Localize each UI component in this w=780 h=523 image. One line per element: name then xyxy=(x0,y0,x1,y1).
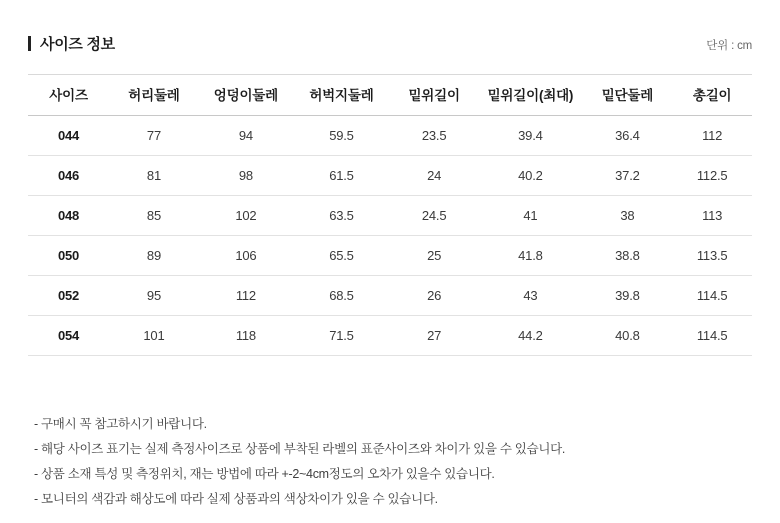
cell-thigh: 63.5 xyxy=(293,196,390,236)
column-header-hem: 밑단둘레 xyxy=(583,75,673,116)
column-header-rise: 밑위길이 xyxy=(390,75,478,116)
column-header-waist: 허리둘레 xyxy=(109,75,199,116)
cell-length: 113.5 xyxy=(672,236,752,276)
table-row xyxy=(28,196,752,236)
cell-size: 048 xyxy=(28,196,109,236)
cell-thigh: 59.5 xyxy=(293,116,390,156)
cell-hem: 38 xyxy=(583,196,673,236)
table-row xyxy=(28,316,752,356)
table-row xyxy=(28,156,752,196)
notice-item: - 모니터의 색감과 해상도에 따라 실제 상품과의 색상차이가 있을 수 있습니다. xyxy=(34,492,438,506)
cell-hem: 36.4 xyxy=(583,116,673,156)
cell-waist: 89 xyxy=(109,236,199,276)
cell-rise: 26 xyxy=(390,276,478,316)
cell-thigh: 61.5 xyxy=(293,156,390,196)
cell-thigh: 65.5 xyxy=(293,236,390,276)
title-accent-bar xyxy=(28,36,31,51)
table-row xyxy=(28,276,752,316)
cell-rise-max: 43 xyxy=(478,276,582,316)
cell-length: 114.5 xyxy=(672,316,752,356)
cell-size: 052 xyxy=(28,276,109,316)
cell-hip: 98 xyxy=(199,156,293,196)
cell-hip: 106 xyxy=(199,236,293,276)
cell-size: 054 xyxy=(28,316,109,356)
table-header-row xyxy=(28,75,752,116)
cell-hem: 37.2 xyxy=(583,156,673,196)
cell-rise: 24.5 xyxy=(390,196,478,236)
cell-rise: 23.5 xyxy=(390,116,478,156)
cell-waist: 81 xyxy=(109,156,199,196)
cell-hem: 40.8 xyxy=(583,316,673,356)
cell-waist: 101 xyxy=(109,316,199,356)
cell-hem: 39.8 xyxy=(583,276,673,316)
column-header-hip: 엉덩이둘레 xyxy=(199,75,293,116)
cell-waist: 85 xyxy=(109,196,199,236)
table-row xyxy=(28,116,752,156)
notice-item: - 상품 소재 특성 및 측정위치, 재는 방법에 따라 +-2~4cm정도의 오차가 있을수 있습니다. xyxy=(34,467,495,481)
size-table xyxy=(28,74,752,356)
column-header-rise-max: 밑위길이(최대) xyxy=(478,75,582,116)
page-title-text: 사이즈 정보 xyxy=(40,36,115,53)
cell-length: 112.5 xyxy=(672,156,752,196)
notice-item: - 구매시 꼭 참고하시기 바랍니다. xyxy=(34,417,207,431)
unit-label: 단위 : cm xyxy=(706,40,752,52)
cell-rise: 27 xyxy=(390,316,478,356)
column-header-thigh: 허벅지둘레 xyxy=(293,75,390,116)
cell-hip: 118 xyxy=(199,316,293,356)
cell-rise-max: 39.4 xyxy=(478,116,582,156)
cell-size: 044 xyxy=(28,116,109,156)
cell-hip: 112 xyxy=(199,276,293,316)
page-header xyxy=(28,0,752,60)
page-title xyxy=(28,33,115,54)
cell-hem: 38.8 xyxy=(583,236,673,276)
cell-size: 050 xyxy=(28,236,109,276)
cell-hip: 94 xyxy=(199,116,293,156)
column-header-length: 총길이 xyxy=(672,75,752,116)
notice-item: - 해당 사이즈 표기는 실제 측정사이즈로 상품에 부착된 라벨의 표준사이즈와 차이가 있을 수 있습니다. xyxy=(34,442,566,456)
table-row xyxy=(28,236,752,276)
cell-thigh: 68.5 xyxy=(293,276,390,316)
table-header xyxy=(28,75,752,116)
cell-length: 112 xyxy=(672,116,752,156)
column-header-size: 사이즈 xyxy=(28,75,109,116)
cell-rise: 25 xyxy=(390,236,478,276)
cell-rise-max: 41.8 xyxy=(478,236,582,276)
cell-waist: 77 xyxy=(109,116,199,156)
cell-rise-max: 40.2 xyxy=(478,156,582,196)
cell-size: 046 xyxy=(28,156,109,196)
cell-rise: 24 xyxy=(390,156,478,196)
cell-length: 114.5 xyxy=(672,276,752,316)
cell-rise-max: 44.2 xyxy=(478,316,582,356)
cell-waist: 95 xyxy=(109,276,199,316)
notice-list xyxy=(28,412,752,512)
cell-hip: 102 xyxy=(199,196,293,236)
cell-thigh: 71.5 xyxy=(293,316,390,356)
cell-length: 113 xyxy=(672,196,752,236)
cell-rise-max: 41 xyxy=(478,196,582,236)
table-body xyxy=(28,116,752,356)
